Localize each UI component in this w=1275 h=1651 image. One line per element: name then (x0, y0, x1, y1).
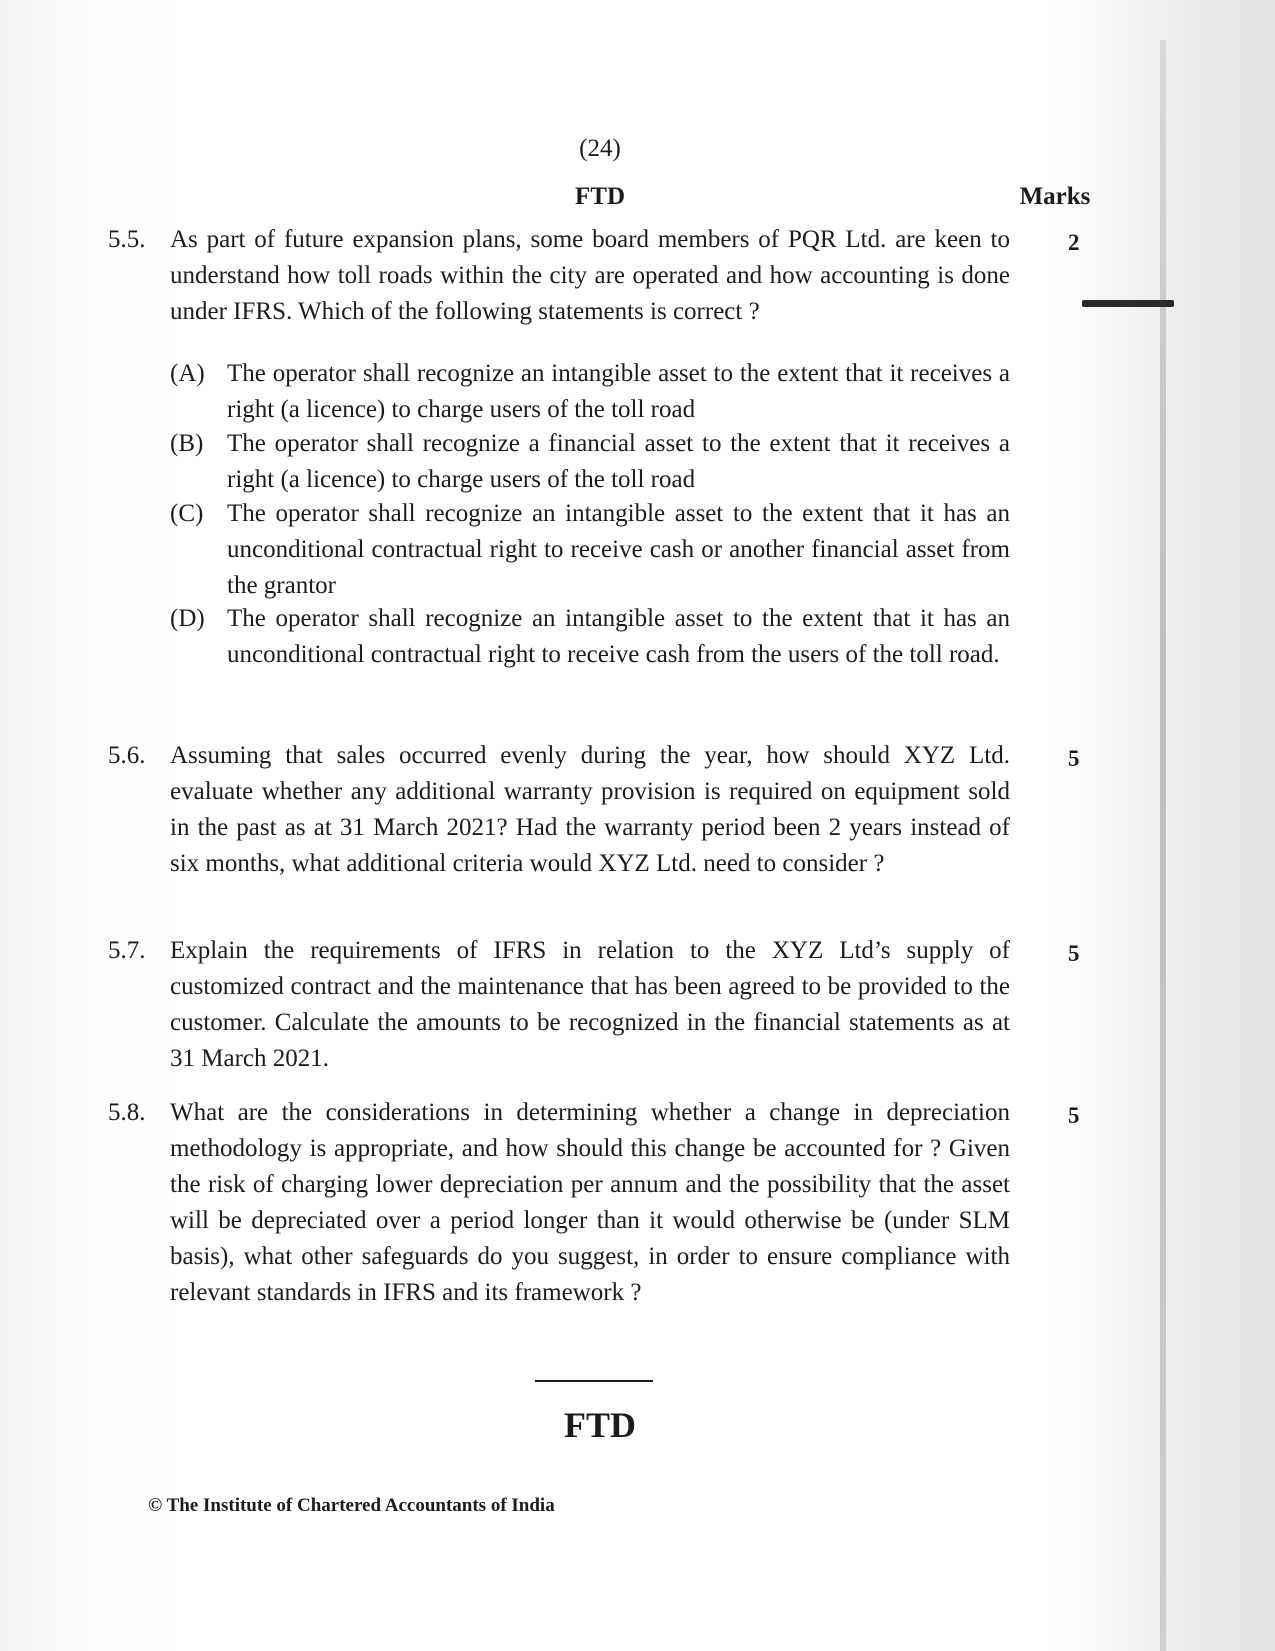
option-label: (C) (170, 500, 204, 527)
question-text: As part of future expansion plans, some board members of PQR Ltd. are keen to understand how toll roads within the city are operated and how accounting is done under IFRS. Which of the following statements is correct ? (170, 226, 1010, 325)
option-text: The operator shall recognize an intangible asset to the extent that it has an unconditional contractual right to receive cash or another financial asset from the grantor (227, 500, 1010, 599)
question-text: Assuming that sales occurred evenly during the year, how should XYZ Ltd. evaluate whether any additional warranty provision is required on equipment sold in the past as at 31 March 2021? Had the warranty period been 2 years instead of six months, what additional criteria would XYZ Ltd. need to consider ? (170, 742, 1010, 877)
question-marks: 2 (1068, 230, 1080, 255)
question-marks: 5 (1068, 746, 1080, 771)
end-divider (535, 1380, 653, 1382)
paper-code-header: FTD (575, 183, 625, 210)
option-text: The operator shall recognize an intangible asset to the extent that it has an unconditional contractual right to receive cash from the users of the toll road. (227, 605, 1010, 668)
question-number: 5.6. (108, 742, 146, 769)
paper-code-footer: FTD (564, 1405, 636, 1445)
question-marks: 5 (1068, 1103, 1080, 1128)
option-label: (B) (170, 430, 204, 457)
question-text: What are the considerations in determining whether a change in depreciation methodology is appropriate, and how should this change be accounted for ? Given the risk of charging lower depreciation per annum and the possibility that the asset will be depreciated over a period longer than it would otherwise be (under SLM basis), what other safeguards do you suggest, in order to ensure compliance with relevant standards in IFRS and its framework ? (170, 1099, 1010, 1306)
question-number: 5.7. (108, 937, 146, 964)
question-marks: 5 (1068, 941, 1080, 966)
option-text: The operator shall recognize an intangible asset to the extent that it receives a right (a licence) to charge users of the toll road (227, 360, 1010, 423)
option-text: The operator shall recognize a financial asset to the extent that it receives a right (a licence) to charge users of the toll road (227, 430, 1010, 493)
edge-mark (1082, 300, 1174, 307)
copyright-notice: © The Institute of Chartered Accountants of India (148, 1495, 555, 1516)
question-text: Explain the requirements of IFRS in relation to the XYZ Ltd’s supply of customized contract and the maintenance that has been agreed to be provided to the customer. Calculate the amounts to be recognized in the financial statements as at 31 March 2021. (170, 937, 1010, 1072)
question-number: 5.8. (108, 1099, 146, 1126)
option-label: (D) (170, 605, 205, 632)
option-label: (A) (170, 360, 205, 387)
page-number: (24) (579, 135, 621, 162)
marks-column-header: Marks (1019, 183, 1091, 210)
question-number: 5.5. (108, 226, 146, 253)
